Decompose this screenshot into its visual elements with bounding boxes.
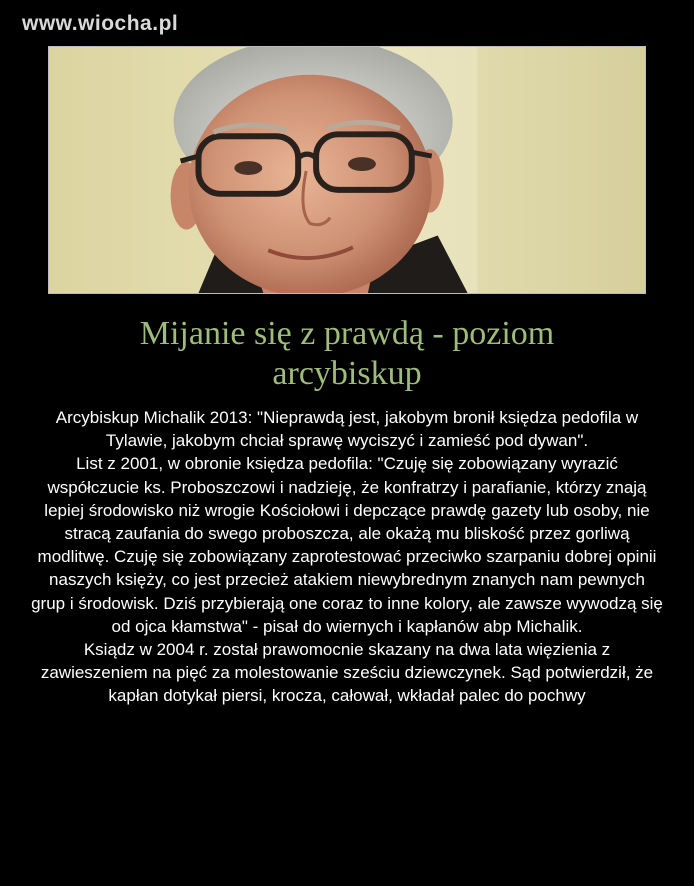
headline <box>60 314 634 394</box>
headline-line-2: arcybiskup <box>272 355 422 392</box>
site-watermark: www.wiocha.pl <box>22 12 179 35</box>
body-text <box>30 406 664 708</box>
portrait-image <box>49 47 645 293</box>
portrait-photo <box>48 46 646 294</box>
body-paragraph-letter-2001: List z 2001, w obronie księdza pedofila: "Czuję się zobowiązany wyrazić współczucie ks. Proboszczowi i nadzieję, że konfratrzy i parafianie, którzy znają lepiej środowisko niż wrogie Kościołowi i depczące prawdę gazety lub osoby, nie stracą zaufania do swego proboszcza, ale okażą mu bliskość przez gorliwą modlitwę. Czuję się zobowiązany zaprotestować przeciwko szarpaniu dobrej opinii naszych księży, co jest przecież atakiem niewybrednym znanych nam pewnych grup i środowisk. Dziś przybierają one coraz to inne kolory, ale zawsze wywodzą się od ojca kłamstwa" - pisał do wiernych i kapłanów abp Michalik. <box>31 454 663 636</box>
headline-line-1: Mijanie się z prawdą - poziom <box>139 315 555 352</box>
body-paragraph-quote-2013: Arcybiskup Michalik 2013: "Nieprawdą jest, jakobym bronił księdza pedofila w Tylawie, jakobym chciał sprawę wyciszyć i zamieść pod dywan". <box>55 408 639 451</box>
body-paragraph-verdict-2004: Ksiądz w 2004 r. został prawomocnie skazany na dwa lata więzienia z zawieszeniem na pięć za molestowanie sześciu dziewczynek. Sąd potwierdził, że kapłan dotykał piersi, krocza, całował, wkładał palec do pochwy <box>40 640 654 706</box>
